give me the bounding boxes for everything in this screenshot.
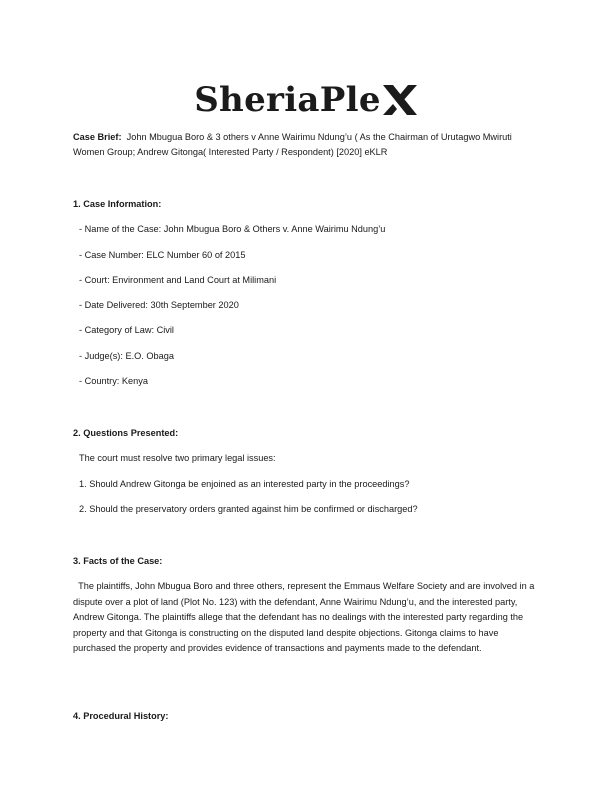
case-info-number: - Case Number: ELC Number 60 of 2015 [79, 250, 246, 260]
sheriaplex-logo [0, 78, 612, 122]
case-brief-text: John Mbugua Boro & 3 others v Anne Wairimu Ndung’u ( As the Chairman of Urutagwo Mwiruti Women Group; Andrew Gitonga( Interested Party / Respondent) [2020] eKLR [73, 132, 512, 157]
section-heading-facts: 3. Facts of the Case: [73, 556, 163, 566]
case-brief-label: Case Brief: [73, 132, 122, 142]
case-info-court: - Court: Environment and Land Court at Milimani [79, 275, 277, 285]
questions-intro: The court must resolve two primary legal issues: [79, 453, 276, 463]
case-brief [73, 130, 543, 160]
case-info-country: - Country: Kenya [79, 376, 148, 386]
logo-text: SheriaPle [194, 80, 381, 120]
section-heading-questions-presented: 2. Questions Presented: [73, 428, 179, 438]
facts-paragraph-text: The plaintiffs, John Mbugua Boro and three others, represent the Emmaus Welfare Society and are involved in a dispute over a plot of land (Plot No. 123) with the defendant, Anne Wairimu Ndung’u, and the interested party, Andrew Gitonga. The plaintiffs allege that the defendant has no dealings with the interested party regarding the property and that Gitonga is constructing on the disputed land despite objections. Gitonga claims to have purchased the property and provides evidence of transactions and payments made to the defendant. [73, 581, 535, 653]
facts-paragraph [73, 579, 543, 657]
case-info-category: - Category of Law: Civil [79, 325, 174, 335]
section-heading-procedural-history: 4. Procedural History: [73, 711, 169, 721]
case-info-name: - Name of the Case: John Mbugua Boro & Others v. Anne Wairimu Ndung’u [79, 224, 386, 234]
question-1: 1. Should Andrew Gitonga be enjoined as an interested party in the proceedings? [79, 479, 410, 489]
case-info-judges: - Judge(s): E.O. Obaga [79, 351, 174, 361]
section-heading-case-information: 1. Case Information: [73, 199, 162, 209]
question-2: 2. Should the preservatory orders granted against him be confirmed or discharged? [79, 504, 418, 514]
logo-x-icon [382, 84, 418, 116]
case-info-date: - Date Delivered: 30th September 2020 [79, 300, 239, 310]
